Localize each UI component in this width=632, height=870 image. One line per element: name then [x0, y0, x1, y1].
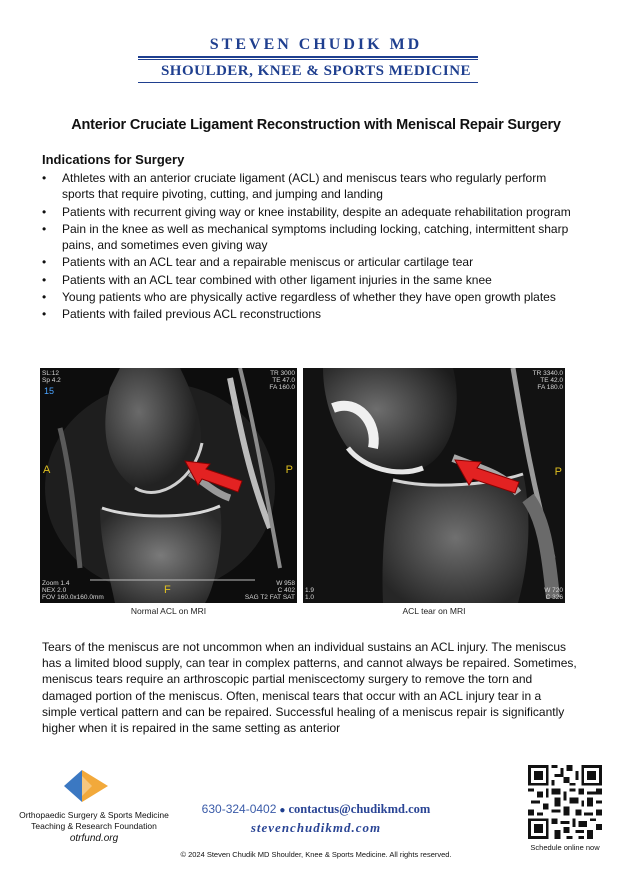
- mri-orientation-p: P: [285, 464, 293, 476]
- mri-overlay-text: W 720 C 326: [544, 587, 563, 601]
- list-item: • Athletes with an anterior cruciate ligament (ACL) and meniscus tears who regularly perform sports that require pivoting, cutting, and jumping and landing: [42, 170, 582, 203]
- document-title: Anterior Cruciate Ligament Reconstruction with Meniscal Repair Surgery: [71, 117, 561, 133]
- mri-image-normal-acl: [40, 368, 297, 603]
- qr-caption: Schedule online now: [530, 843, 600, 852]
- list-item: • Young patients who are physically active regardless of whether they have open growth plates: [42, 289, 582, 305]
- mri-slice-number: 15: [44, 386, 55, 396]
- brand-name: STEVEN CHUDIK MD: [209, 36, 423, 53]
- list-item: • Patients with an ACL tear combined with other ligament injuries in the same knee: [42, 272, 582, 288]
- list-item: • Pain in the knee as well as mechanical symptoms including locking, catching, intermittent sharp pains, and sometimes even giving way: [42, 221, 582, 254]
- brand-subtitle: SHOULDER, KNEE & SPORTS MEDICINE: [160, 63, 472, 79]
- qr-code-icon[interactable]: [528, 765, 602, 839]
- mri-overlay-text: Zoom 1.4 NEX 2.0 FOV 160.0x160.0mm: [42, 580, 104, 601]
- mri-normal-graphic: [40, 368, 297, 603]
- list-item: • Patients with failed previous ACL reconstructions: [42, 306, 582, 322]
- header-rule-bottom: [138, 82, 478, 83]
- mri-overlay-text: TR 3340.0 TE 42.0 FA 180.0: [532, 370, 563, 391]
- mri-overlay-text: W 958 C 402 SAG T2 FAT SAT: [244, 580, 295, 601]
- list-item: • Patients with an ACL tear and a repairable meniscus or articular cartilage tear: [42, 254, 582, 270]
- copyright-notice: © 2024 Steven Chudik MD Shoulder, Knee & Sports Medicine. All rights reserved.: [180, 850, 452, 859]
- phone-number[interactable]: 630-324-0402: [201, 802, 277, 816]
- mri-orientation-f: F: [164, 584, 171, 596]
- separator-dot-icon: ●: [279, 805, 286, 816]
- header-rule-top: [138, 56, 478, 58]
- body-paragraph: Tears of the meniscus are not uncommon when an individual sustains an ACL injury. The meniscus has a limited blood supply, can tear in complex patterns, and cannot always be repaired. Sometimes, meniscus tears require an arthroscopic partial meniscectomy surgery to remove the torn and damaged portion of the meniscus. Often, meniscal tears that occur with an ACL injury tear in a simple vertical pattern and can be repaired. Successful healing of a meniscus repair is significantly higher when it is repaired in the same setting as anterior: [42, 640, 577, 736]
- foundation-link[interactable]: otrfund.org: [69, 833, 119, 844]
- foundation-logo-icon: [62, 768, 110, 804]
- mri-overlay-text: TR 3000 TE 47.0 FA 160.0: [269, 370, 295, 391]
- mri-overlay-text: SL:12 Sp 4.2: [42, 370, 61, 384]
- mri-image-acl-tear: [303, 368, 565, 603]
- caption-acl-tear: ACL tear on MRI: [402, 606, 466, 616]
- mri-orientation-p: P: [554, 466, 562, 478]
- list-item: • Patients with recurrent giving way or knee instability, despite an adequate rehabilitation program: [42, 204, 582, 220]
- header-rule-top-thin: [138, 59, 478, 60]
- indications-list: [42, 170, 582, 324]
- mri-tear-graphic: [303, 368, 565, 603]
- website-link[interactable]: stevenchudikmd.com: [250, 820, 382, 835]
- email-link[interactable]: contactus@chudikmd.com: [288, 802, 431, 816]
- caption-normal-acl: Normal ACL on MRI: [130, 606, 207, 616]
- mri-orientation-a: A: [43, 464, 51, 476]
- foundation-name: Orthopaedic Surgery & Sports Medicine Teaching & Research Foundation: [19, 810, 169, 831]
- mri-overlay-text: 1.9 1.0: [305, 587, 315, 601]
- section-heading: Indications for Surgery: [42, 152, 185, 167]
